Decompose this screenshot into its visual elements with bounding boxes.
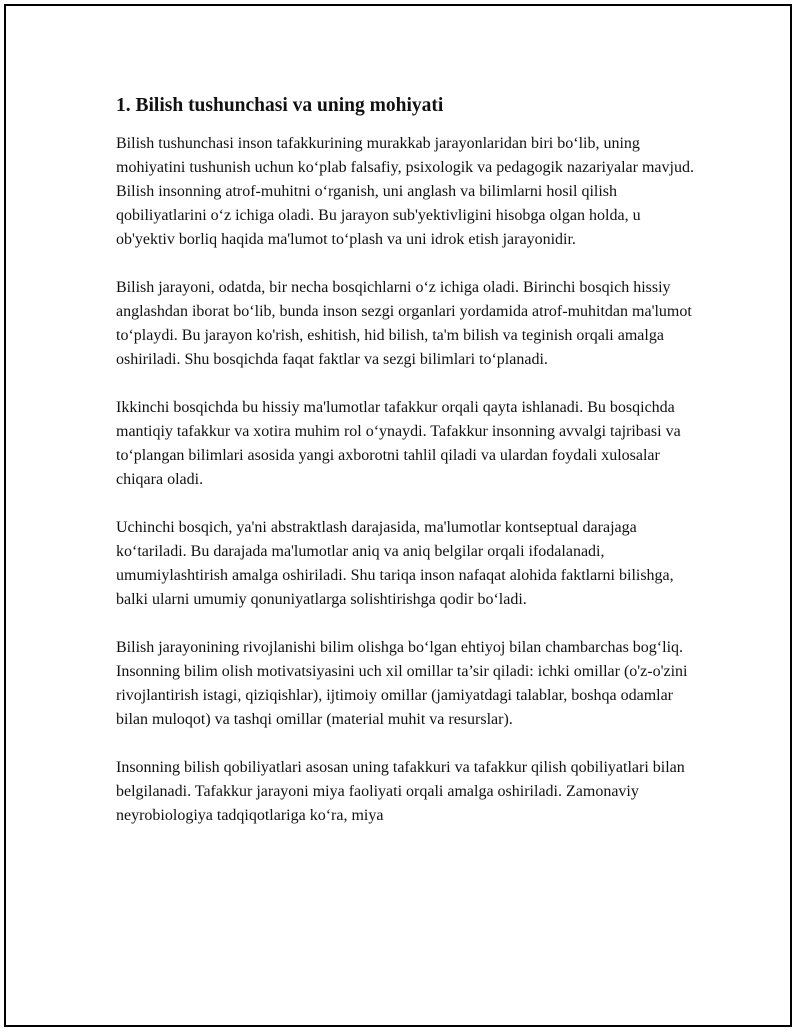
paragraph-2: Bilish jarayoni, odatda, bir necha bosqichlarni o‘z ichiga oladi. Birinchi bosqich hissiy anglashdan iborat bo‘lib, bunda inson sezgi organlari yordamida atrof-muhitdan ma'lumot to‘playdi. Bu jarayon ko'rish, eshitish, hid bilish, ta'm bilish va teginish orqali amalga oshiriladi. Shu bosqichda faqat faktlar va sezgi bilimlari to‘planadi.: [116, 279, 692, 368]
section-heading: 1. Bilish tushunchasi va uning mohiyati: [116, 95, 444, 116]
paragraph-4: Uchinchi bosqich, ya'ni abstraktlash darajasida, ma'lumotlar kontseptual darajaga ko‘tariladi. Bu darajada ma'lumotlar aniq va aniq belgilar orqali ifodalanadi, umumiylashtirish amalga oshiriladi. Shu tariqa inson nafaqat alohida faktlarni bilishga, balki ularni umumiy qonuniyatlarga solishtirishga qodir bo‘ladi.: [116, 519, 674, 608]
paragraph-5: Bilish jarayonining rivojlanishi bilim olishga bo‘lgan ehtiyoj bilan chambarchas bog‘liq. Insonning bilim olish motivatsiyasini uch xil omillar ta’sir qiladi: ichki omillar (o'z-o'zini rivojlantirish istagi, qiziqishlar), ijtimoiy omillar (jamiyatdagi talablar, boshqa odamlar bilan muloqot) va tashqi omillar (material muhit va resurslar).: [116, 639, 688, 728]
paragraph-1: Bilish tushunchasi inson tafakkurining murakkab jarayonlaridan biri bo‘lib, uning mohiyatini tushunish uchun ko‘plab falsafiy, psixologik va pedagogik nazariyalar mavjud. Bilish insonning atrof-muhitni o‘rganish, uni anglash va bilimlarni hosil qilish qobiliyatlarini o‘z ichiga oladi. Bu jarayon sub'yektivligini hisobga olgan holda, u ob'yektiv borliq haqida ma'lumot to‘plash va uni idrok etish jarayonidir.: [116, 135, 694, 248]
paragraph-6: Insonning bilish qobiliyatlari asosan uning tafakkuri va tafakkur qilish qobiliyatlari bilan belgilanadi. Tafakkur jarayoni miya faoliyati orqali amalga oshiriladi. Zamonaviy neyrobiologiya tadqiqotlariga ko‘ra, miya: [116, 759, 685, 824]
document-body: [116, 93, 696, 852]
paragraph-3: Ikkinchi bosqichda bu hissiy ma'lumotlar tafakkur orqali qayta ishlanadi. Bu bosqichda mantiqiy tafakkur va xotira muhim rol o‘ynaydi. Tafakkur insonning avvalgi tajribasi va to‘plangan bilimlari asosida yangi axborotni tahlil qiladi va ulardan foydali xulosalar chiqara oladi.: [116, 399, 681, 488]
